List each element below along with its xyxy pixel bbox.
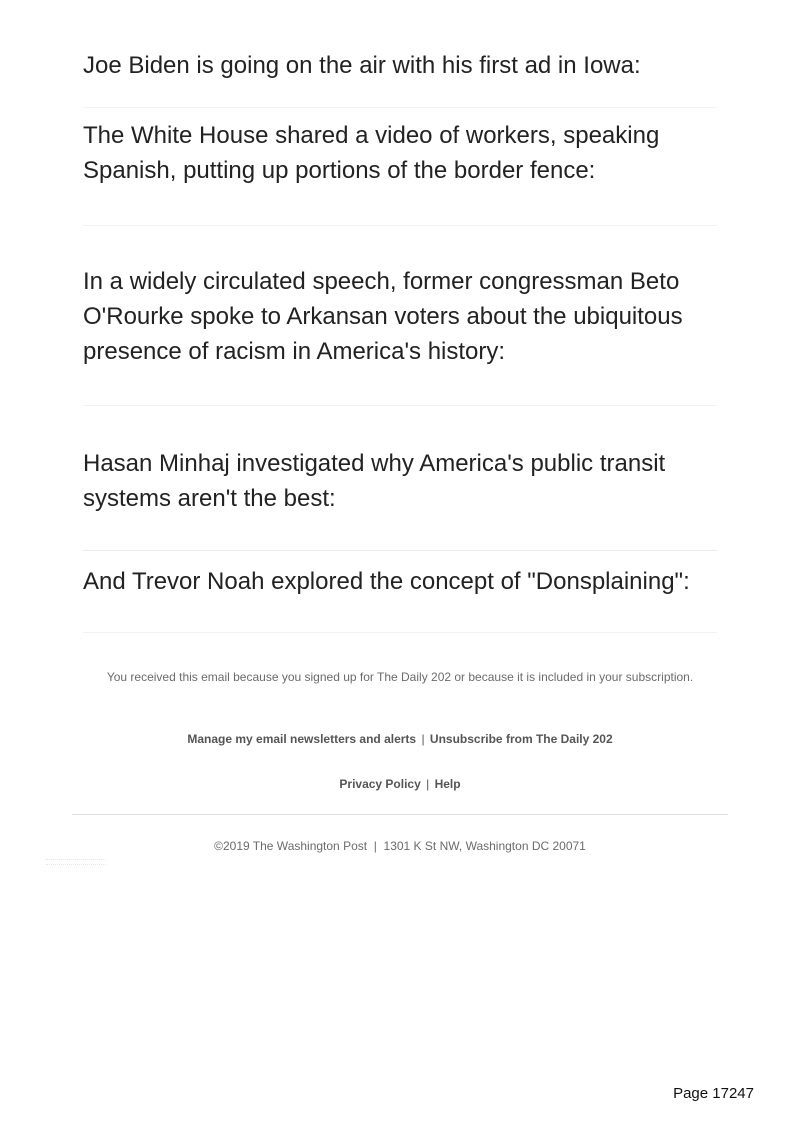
newsletter-links (100, 731, 700, 747)
link-separator: | (421, 732, 425, 746)
manage-newsletters-link[interactable]: Manage my email newsletters and alerts (187, 732, 417, 746)
divider (83, 107, 717, 108)
divider (83, 632, 717, 633)
divider (83, 225, 717, 226)
policy-links (100, 776, 700, 792)
footer-divider (72, 814, 728, 815)
privacy-policy-link[interactable]: Privacy Policy (339, 777, 421, 791)
link-separator: | (426, 777, 430, 791)
page-number: Page 17247 (673, 1085, 754, 1102)
copyright-address: ©2019 The Washington Post | 1301 K St NW, Washington DC 20071 (214, 839, 586, 853)
paragraph-minhaj-transit: Hasan Minhaj investigated why America's public transit systems aren't the best: (83, 450, 666, 512)
divider (83, 550, 717, 551)
paragraph-biden-ad: Joe Biden is going on the air with his first ad in Iowa: (83, 52, 641, 79)
paragraph-noah-donsplaining: And Trevor Noah explored the concept of "Donsplaining": (83, 568, 690, 595)
help-link[interactable]: Help (434, 777, 461, 791)
paragraph-orourke-speech: In a widely circulated speech, former congressman Beto O'Rourke spoke to Arkansan voters about the ubiquitous presence of racism in America's history: (83, 268, 683, 365)
divider (83, 405, 717, 406)
paragraph-white-house-video: The White House shared a video of workers, speaking Spanish, putting up portions of the border fence: (83, 122, 660, 184)
subscription-notice: You received this email because you signed up for The Daily 202 or because it is included in your subscription. (106, 670, 694, 684)
tracking-pixel-placeholder (46, 859, 106, 865)
unsubscribe-link[interactable]: Unsubscribe from The Daily 202 (429, 732, 613, 746)
